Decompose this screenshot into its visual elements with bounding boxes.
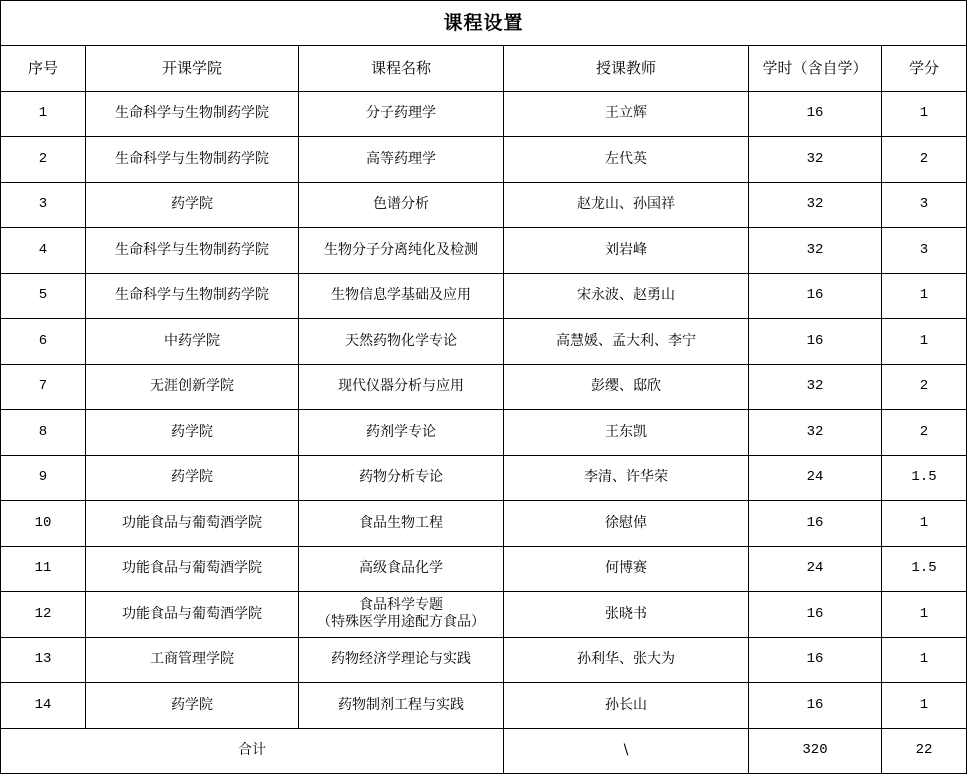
table-row (1, 182, 967, 228)
row-college: 功能食品与葡萄酒学院 (86, 501, 299, 547)
row-hours: 16 (749, 91, 882, 137)
row-teacher: 王立辉 (504, 91, 749, 137)
row-hours: 16 (749, 273, 882, 319)
row-teacher: 何博赛 (504, 546, 749, 592)
row-hours: 16 (749, 637, 882, 683)
row-college: 药学院 (86, 455, 299, 501)
row-no: 8 (1, 410, 86, 456)
row-course: 高级食品化学 (299, 546, 504, 592)
table-row (1, 91, 967, 137)
table-row (1, 546, 967, 592)
row-no: 6 (1, 319, 86, 365)
row-college: 药学院 (86, 410, 299, 456)
row-no: 2 (1, 137, 86, 183)
row-college: 药学院 (86, 683, 299, 729)
row-teacher: 彭缨、邸欣 (504, 364, 749, 410)
row-no: 14 (1, 683, 86, 729)
row-no: 11 (1, 546, 86, 592)
row-hours: 32 (749, 228, 882, 274)
table-row (1, 228, 967, 274)
row-college: 功能食品与葡萄酒学院 (86, 546, 299, 592)
row-teacher: 宋永波、赵勇山 (504, 273, 749, 319)
row-college: 生命科学与生物制药学院 (86, 137, 299, 183)
table-row (1, 637, 967, 683)
row-credits: 1 (882, 592, 967, 638)
header-hours: 学时（含自学） (749, 46, 882, 92)
row-course: 色谱分析 (299, 182, 504, 228)
row-credits: 1 (882, 91, 967, 137)
row-course (299, 592, 504, 638)
header-college: 开课学院 (86, 46, 299, 92)
row-college: 生命科学与生物制药学院 (86, 273, 299, 319)
table-row (1, 364, 967, 410)
row-credits: 2 (882, 364, 967, 410)
row-hours: 16 (749, 501, 882, 547)
row-course: 天然药物化学专论 (299, 319, 504, 365)
row-credits: 1.5 (882, 455, 967, 501)
header-teacher: 授课教师 (504, 46, 749, 92)
total-hours: 320 (749, 728, 882, 774)
row-credits: 3 (882, 182, 967, 228)
row-course: 药物制剂工程与实践 (299, 683, 504, 729)
row-hours: 32 (749, 364, 882, 410)
header-credits: 学分 (882, 46, 967, 92)
row-course: 食品生物工程 (299, 501, 504, 547)
row-teacher: 张晓书 (504, 592, 749, 638)
table-row (1, 319, 967, 365)
row-no: 5 (1, 273, 86, 319)
row-credits: 1 (882, 637, 967, 683)
row-teacher: 左代英 (504, 137, 749, 183)
row-no: 10 (1, 501, 86, 547)
row-course: 药剂学专论 (299, 410, 504, 456)
total-label: 合计 (1, 728, 504, 774)
row-teacher: 高慧媛、孟大利、李宁 (504, 319, 749, 365)
row-hours: 32 (749, 182, 882, 228)
row-no: 7 (1, 364, 86, 410)
title-row (1, 1, 967, 46)
table-row (1, 273, 967, 319)
table-row (1, 410, 967, 456)
total-credits: 22 (882, 728, 967, 774)
row-hours: 32 (749, 410, 882, 456)
row-college: 中药学院 (86, 319, 299, 365)
row-credits: 1.5 (882, 546, 967, 592)
row-teacher: 孙长山 (504, 683, 749, 729)
table-title: 课程设置 (1, 1, 967, 46)
row-teacher: 徐慰倬 (504, 501, 749, 547)
header-row (1, 46, 967, 92)
row-no: 4 (1, 228, 86, 274)
table-row (1, 683, 967, 729)
table-row (1, 455, 967, 501)
table-row (1, 501, 967, 547)
header-no: 序号 (1, 46, 86, 92)
row-hours: 32 (749, 137, 882, 183)
row-college: 药学院 (86, 182, 299, 228)
row-college: 工商管理学院 (86, 637, 299, 683)
total-row (1, 728, 967, 774)
row-hours: 24 (749, 546, 882, 592)
row-course: 分子药理学 (299, 91, 504, 137)
row-credits: 1 (882, 273, 967, 319)
row-course: 药物分析专论 (299, 455, 504, 501)
total-teacher: \ (504, 728, 749, 774)
table-row (1, 592, 967, 638)
row-course: 高等药理学 (299, 137, 504, 183)
row-credits: 2 (882, 410, 967, 456)
row-college: 生命科学与生物制药学院 (86, 91, 299, 137)
row-hours: 16 (749, 319, 882, 365)
row-no: 9 (1, 455, 86, 501)
row-college: 生命科学与生物制药学院 (86, 228, 299, 274)
row-teacher: 孙利华、张大为 (504, 637, 749, 683)
row-credits: 1 (882, 501, 967, 547)
row-no: 1 (1, 91, 86, 137)
row-teacher: 王东凯 (504, 410, 749, 456)
table-row (1, 137, 967, 183)
table-body (1, 91, 967, 728)
row-credits: 3 (882, 228, 967, 274)
row-course: 生物分子分离纯化及检测 (299, 228, 504, 274)
row-credits: 1 (882, 683, 967, 729)
course-name-line: 食品科学专题 (359, 597, 443, 614)
row-no: 12 (1, 592, 86, 638)
row-teacher: 李清、许华荣 (504, 455, 749, 501)
row-no: 3 (1, 182, 86, 228)
course-name-subtitle: （特殊医学用途配方食品） (317, 614, 485, 631)
row-credits: 2 (882, 137, 967, 183)
row-hours: 16 (749, 683, 882, 729)
row-teacher: 刘岩峰 (504, 228, 749, 274)
header-course: 课程名称 (299, 46, 504, 92)
row-course: 生物信息学基础及应用 (299, 273, 504, 319)
row-credits: 1 (882, 319, 967, 365)
row-hours: 24 (749, 455, 882, 501)
row-college: 无涯创新学院 (86, 364, 299, 410)
row-hours: 16 (749, 592, 882, 638)
row-no: 13 (1, 637, 86, 683)
row-college: 功能食品与葡萄酒学院 (86, 592, 299, 638)
row-course: 现代仪器分析与应用 (299, 364, 504, 410)
row-teacher: 赵龙山、孙国祥 (504, 182, 749, 228)
row-course: 药物经济学理论与实践 (299, 637, 504, 683)
